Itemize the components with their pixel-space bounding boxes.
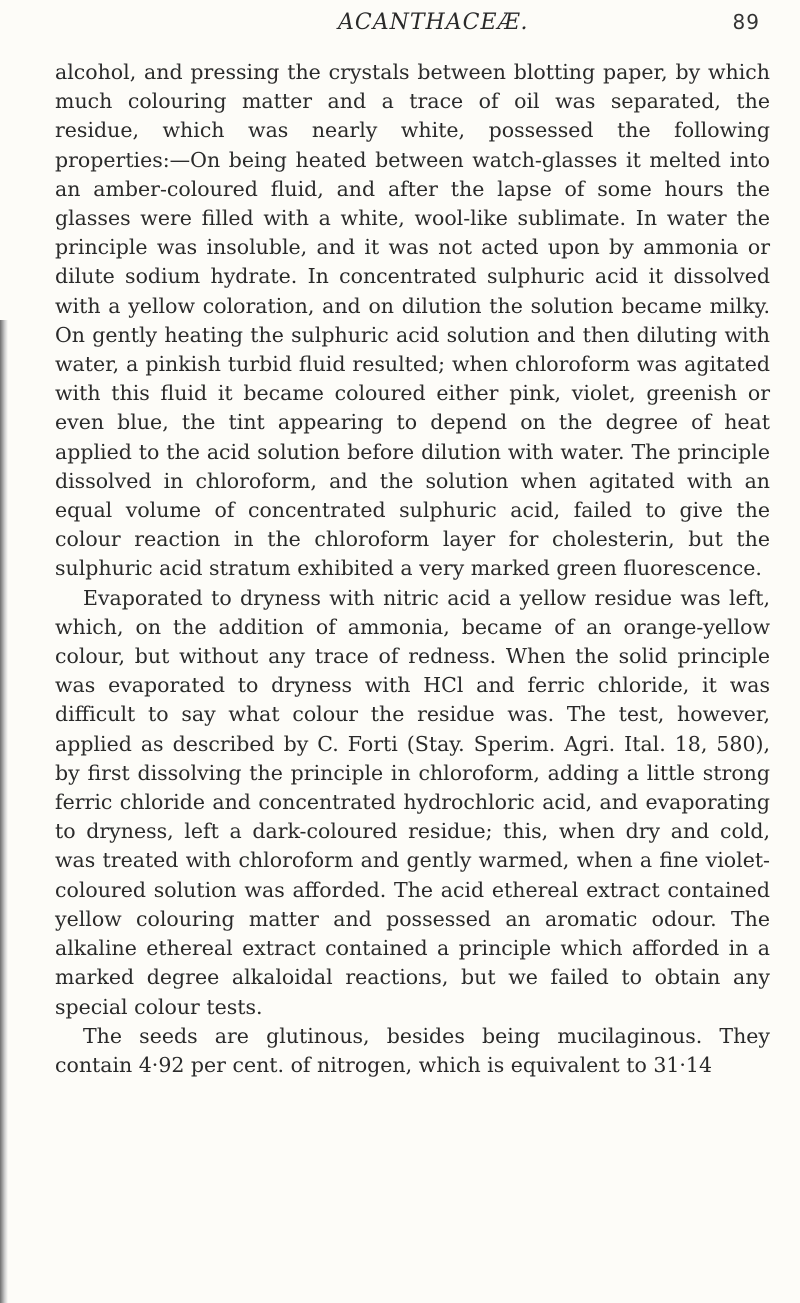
- page-header: [340, 10, 760, 35]
- body-text: [55, 58, 770, 1080]
- paragraph-1: alcohol, and pressing the crystals between blotting paper, by which much colouring matter and a trace of oil was separated, the residue, which was nearly white, possessed the following properties:—On being heated between watch-glasses it melted into an amber-coloured fluid, and after the lapse of some hours the glasses were filled with a white, wool-like sublimate. In water the principle was insoluble, and it was not acted upon by ammonia or dilute sodium hydrate. In concentrated sulphuric acid it dissolved with a yellow coloration, and on dilution the solution became milky. On gently heating the sulphuric acid solution and then diluting with water, a pinkish turbid fluid resulted; when chloroform was agitated with this fluid it became coloured either pink, violet, greenish or even blue, the tint appearing to depend on the degree of heat applied to the acid solution before dilution with water. The principle dissolved in chloroform, and the solution when agitated with an equal volume of concentrated sulphuric acid, failed to give the colour reaction in the chloroform layer for cholesterin, but the sulphuric acid stratum exhibited a very marked green fluorescence.: [55, 60, 770, 581]
- page-number: 89: [732, 10, 760, 34]
- paragraph-3: The seeds are glutinous, besides being mucilaginous. They contain 4·92 per cent. of nitrogen, which is equivalent to 31·14: [55, 1023, 770, 1077]
- running-title: ACANTHACEÆ.: [338, 10, 529, 35]
- page-edge-shadow: [0, 320, 8, 1303]
- paragraph-2: Evaporated to dryness with nitric acid a yellow residue was left, which, on the addition of ammonia, became of an orange-yellow colour, but without any trace of redness. When the solid principle was evaporated to dryness with HCl and ferric chloride, it was difficult to say what colour the residue was. The test, however, applied as described by C. Forti (Stay. Sperim. Agri. Ital. 18, 580), by first dissolving the principle in chloroform, adding a little strong ferric chloride and concentrated hydrochloric acid, and evaporating to dryness, left a dark-coloured residue; this, when dry and cold, was treated with chloroform and gently warmed, when a fine violet-coloured solution was afforded. The acid ethereal extract contained yellow colouring matter and possessed an aromatic odour. The alkaline ethereal extract contained a principle which afforded in a marked degree alkaloidal reactions, but we failed to obtain any special colour tests.: [55, 585, 770, 1019]
